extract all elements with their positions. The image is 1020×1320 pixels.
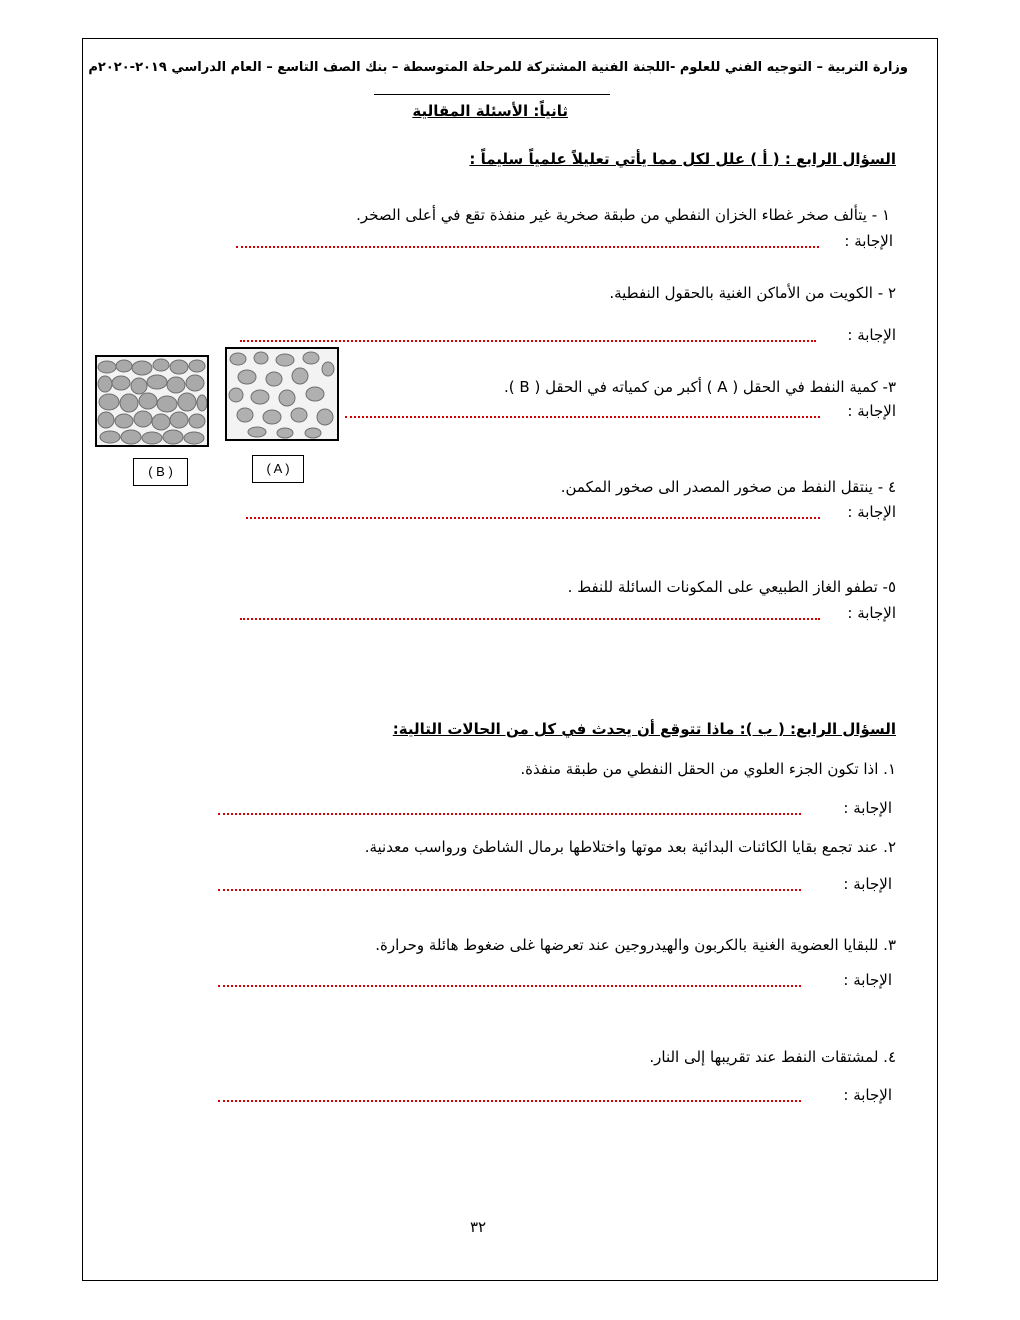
part-a-question-1: ١ - يتألف صخر غطاء الخزان النفطي من طبقة صخرية غير منفذة تقع في أعلى الصخر. — [356, 206, 890, 224]
answer-label: الإجابة : — [843, 971, 892, 989]
part-a-question-4: ٤ - ينتقل النفط من صخور المصدر الى صخور المكمن. — [560, 478, 896, 496]
part-b-question-4: ٤. لمشتقات النفط عند تقريبها إلى النار. — [649, 1048, 896, 1066]
answer-line-b4[interactable] — [218, 1100, 801, 1102]
answer-line-a1[interactable] — [236, 246, 819, 248]
answer-line-a3[interactable] — [345, 416, 820, 418]
page-header: وزارة التربية – التوجيه الفني للعلوم -اللجنة الفنية المشتركة للمرحلة المتوسطة – بنك الصف التاسع – العام الدراسي ٢٠١٩-٢٠٢٠م — [88, 60, 908, 75]
part-a-question-2: ٢ - الكويت من الأماكن الغنية بالحقول النفطية. — [609, 284, 896, 302]
section-subtitle: ثانياً: الأسئلة المقالية — [412, 102, 568, 120]
answer-line-b2[interactable] — [218, 889, 801, 891]
answer-label: الإجابة : — [843, 799, 892, 817]
answer-line-a4[interactable] — [246, 517, 820, 519]
answer-label: الإجابة : — [847, 503, 896, 521]
answer-label: الإجابة : — [843, 875, 892, 893]
part-a-question-3: ٣- كمية النفط في الحقل ( A ) أكبر من كمياته في الحقل ( B ). — [504, 378, 896, 396]
page-number: ٣٢ — [470, 1218, 487, 1236]
answer-line-b3[interactable] — [218, 985, 801, 987]
answer-label: الإجابة : — [844, 232, 893, 250]
answer-label: الإجابة : — [847, 402, 896, 420]
label-b: ( B ) — [133, 458, 188, 486]
part-a-heading: السؤال الرابع : ( أ ) علل لكل مما يأتي تعليلاً علمياً سليماً : — [469, 150, 896, 168]
rock-sample-a-image — [225, 347, 339, 441]
answer-label: الإجابة : — [843, 1086, 892, 1104]
part-a-question-5: ٥- تطفو الغاز الطبيعي على المكونات السائلة للنفط . — [567, 578, 896, 596]
answer-line-a5[interactable] — [240, 618, 820, 620]
page-border — [82, 38, 938, 1281]
part-b-question-2: ٢. عند تجمع بقايا الكائنات البدائية بعد موتها واختلاطها برمال الشاطئ ورواسب معدنية. — [364, 838, 896, 856]
part-b-question-3: ٣. للبقايا العضوية الغنية بالكربون والهيدروجين عند تعرضها غلى ضغوط هائلة وحرارة. — [375, 936, 896, 954]
answer-label: الإجابة : — [847, 604, 896, 622]
rock-sample-b-image — [95, 355, 209, 447]
part-b-heading: السؤال الرابع: ( ب ): ماذا تتوقع أن يحدث في كل من الحالات التالية: — [392, 720, 896, 738]
label-a: ( A ) — [252, 455, 304, 483]
answer-line-b1[interactable] — [218, 813, 801, 815]
answer-line-a2[interactable] — [240, 340, 816, 342]
header-divider — [374, 94, 610, 95]
answer-label: الإجابة : — [847, 326, 896, 344]
part-b-question-1: ١. اذا تكون الجزء العلوي من الحقل النفطي من طبقة منفذة. — [520, 760, 896, 778]
